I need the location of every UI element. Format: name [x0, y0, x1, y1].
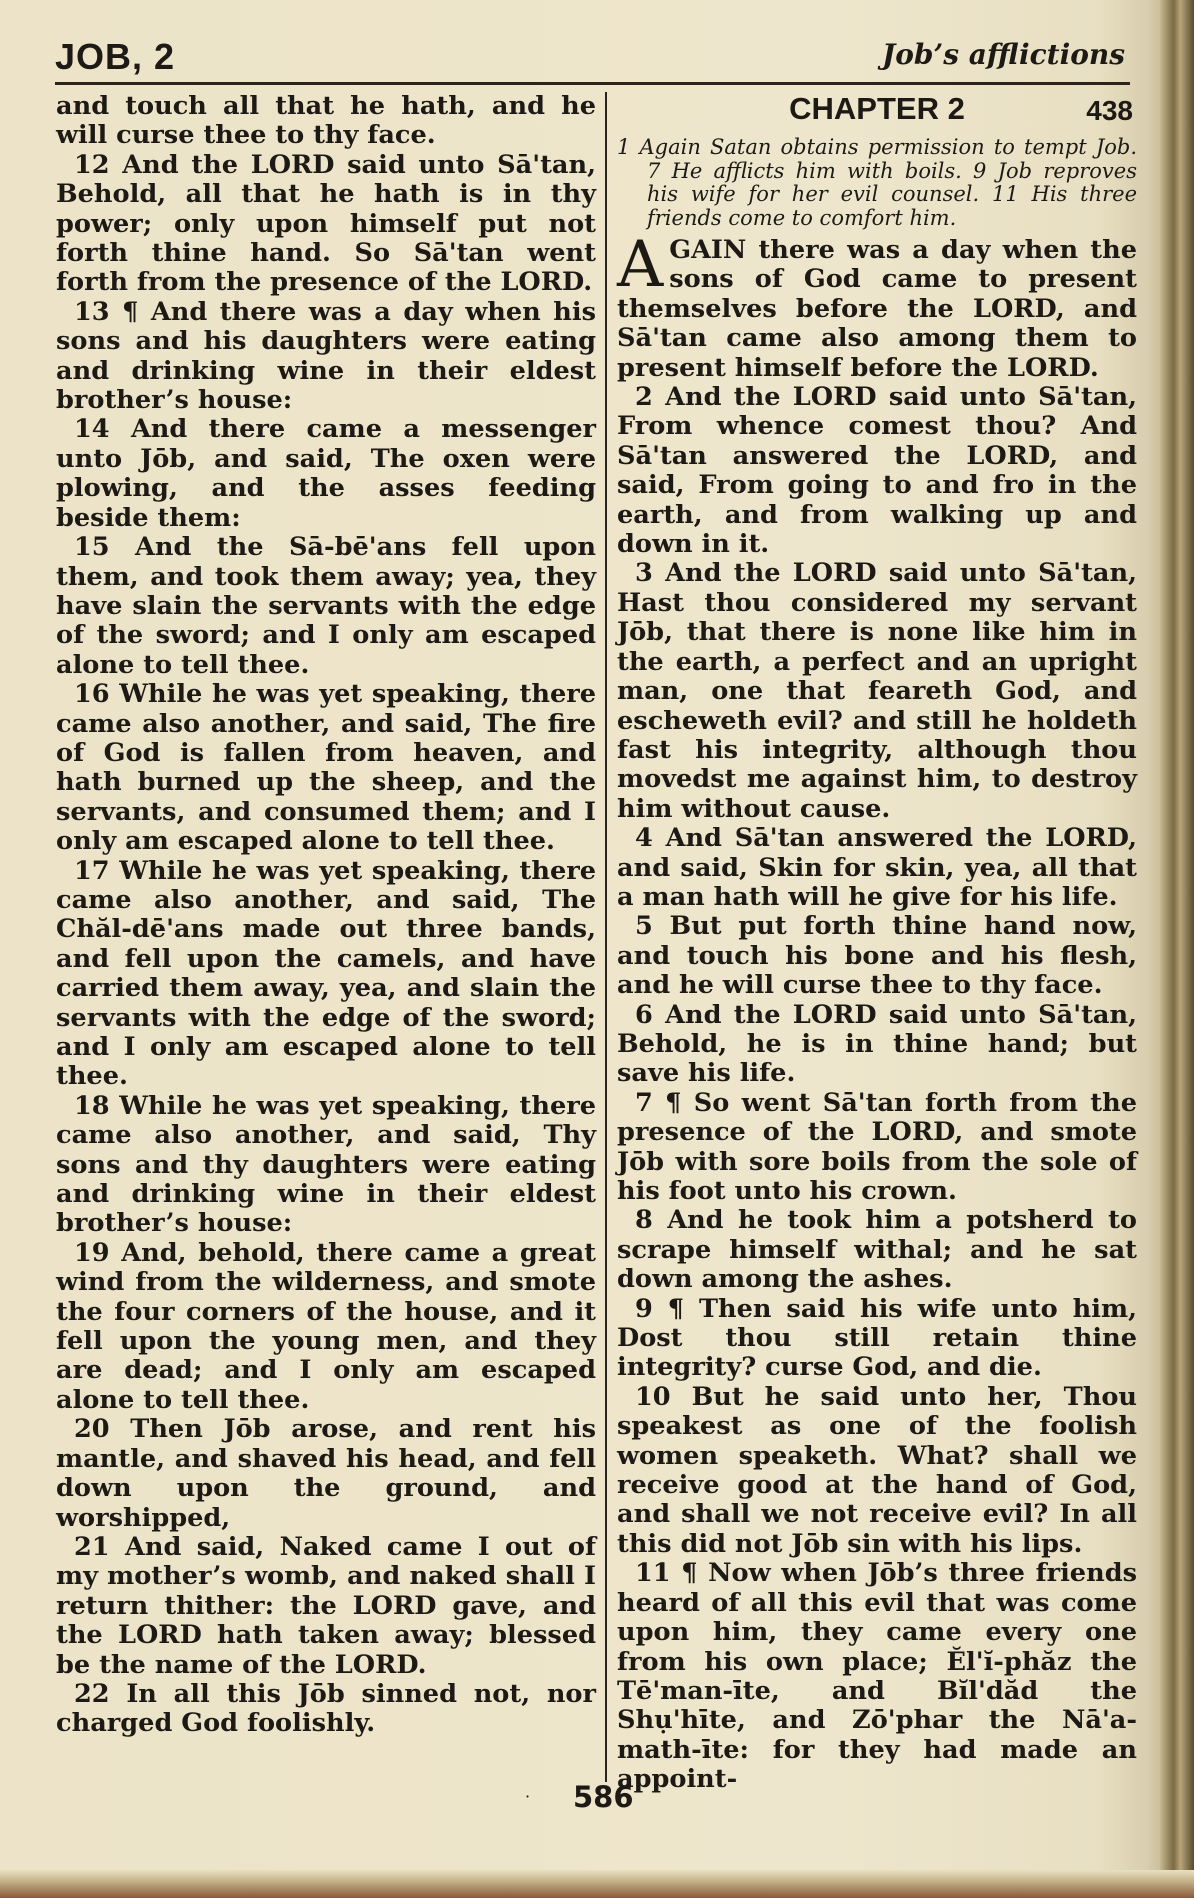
verse-20: 20 Then Jōb arose, and rent his mantle, and shaved his head, and fell down upon the ground, and worshipped, — [56, 1414, 596, 1533]
verse-7: 7 ¶ So went Sā'tan forth from the presence of the LORD, and smote Jōb with sore boils from the sole of his foot unto his crown. — [617, 1087, 1137, 1206]
verse-15: 15 And the Sā-bē'ans fell upon them, and took them away; yea, they have slain the servants with the edge of the sword; and I only am escaped alone to tell thee. — [56, 532, 596, 680]
verse-16: 16 While he was yet speaking, there came also another, and said, The fire of God is fallen from heaven, and hath burned up the sheep, and the servants, and consumed them; and I only am escaped alone to tell thee. — [56, 679, 596, 857]
chapter-heading — [617, 92, 1137, 132]
verse-13: 13 ¶ And there was a day when his sons and his daughters were eating and drinking wine in their eldest brother’s house: — [56, 296, 596, 416]
verse-3: 3 And the LORD said unto Sā'tan, Hast thou considered my servant Jōb, that there is none like him in the earth, a perfect and an upright man, one that feareth God, and escheweth evil? and still he holdeth fast his integrity, although thou movedst me against him, to destroy him without cause. — [617, 558, 1137, 824]
left-column — [56, 92, 596, 1739]
verse-18: 18 While he was yet speaking, there came also another, and said, Thy sons and thy daughters were eating and drinking wine in their eldest brother’s house: — [56, 1090, 596, 1239]
column-divider — [605, 92, 607, 1782]
page-bottom-edge — [0, 1870, 1194, 1898]
book-chapter-heading: JOB, 2 — [55, 36, 176, 77]
verse-4: 4 And Sā'tan answered the LORD, and said, Skin for skin, yea, all that a man hath will he give for his life. — [617, 823, 1137, 912]
verse-1-text: GAIN there was a day when the sons of God came to present themselves before the LORD, and Sā'tan came also among them to present himself before the LORD. — [617, 235, 1137, 383]
verse-22: 22 In all this Jōb sinned not, nor charged God foolishly. — [56, 1678, 596, 1739]
verse-5: 5 But put forth thine hand now, and touch his bone and his flesh, and he will curse thee to thy face. — [617, 911, 1137, 1001]
verse-14: 14 And there came a messenger unto Jōb, and said, The oxen were plowing, and the asses feeding beside them: — [56, 414, 596, 533]
right-column — [617, 92, 1137, 1795]
drop-cap: A — [617, 228, 664, 302]
chapter-title: CHAPTER 2 — [789, 91, 965, 126]
header-rule — [55, 82, 1130, 85]
verse-17: 17 While he was yet speaking, there came also another, and said, The Chăl-dē'ans made out three bands, and fell upon the camels, and have carried them away, yea, and slain the servants with the edge of the sword; and I only am escaped alone to tell thee. — [56, 855, 596, 1092]
verse-6: 6 And the LORD said unto Sā'tan, Behold, he is in thine hand; but save his life. — [617, 999, 1137, 1089]
verse-10: 10 But he said unto her, Thou speakest as one of the foolish women speaketh. What? shall we receive good at the hand of God, and shall we not receive evil? In all this did not Jōb sin with his lips. — [617, 1381, 1137, 1559]
verse-11: 11 ¶ Now when Jōb’s three friends heard of all this evil that was come upon him, they came every one from his own place; Ĕl'ĭ-phăz the Tē'man-īte, and Bĭl'dăd the Shụ'hīte, and Zō'phar the Nā'a-math-īte: for they had made an appoint- — [617, 1558, 1137, 1795]
verse-continuation: and touch all that he hath, and he will curse thee to thy face. — [56, 91, 596, 151]
running-head — [55, 30, 1125, 80]
section-topic-heading: Job’s afflictions — [881, 38, 1125, 71]
print-speck: · — [525, 1787, 531, 1806]
verse-1 — [617, 228, 1137, 383]
verse-12: 12 And the LORD said unto Sā'tan, Behold, all that he hath is in thy power; only upon himself put not forth thine hand. So Sā'tan went forth from the presence of the LORD. — [56, 149, 596, 298]
verse-21: 21 And said, Naked came I out of my mother’s womb, and naked shall I return thither: the LORD gave, and the LORD hath taken away; blessed be the name of the LORD. — [56, 1531, 596, 1680]
page-edge — [1160, 0, 1194, 1898]
page-number: 586 — [573, 1780, 634, 1814]
chapter-sequence-number: 438 — [1086, 95, 1133, 126]
chapter-summary: 1 Again Satan obtains permission to tempt Job. 7 He afflicts him with boils. 9 Job reproves his wife for her evil counsel. 11 His three friends come to comfort him. — [617, 135, 1137, 230]
verse-9: 9 ¶ Then said his wife unto him, Dost thou still retain thine integrity? curse God, and die. — [617, 1293, 1137, 1383]
verse-2: 2 And the LORD said unto Sā'tan, From whence comest thou? And Sā'tan answered the LORD, and said, From going to and fro in the earth, and from walking up and down in it. — [617, 382, 1137, 560]
verse-19: 19 And, behold, there came a great wind from the wilderness, and smote the four corners of the house, and it fell upon the young men, and they are dead; and I only am escaped alone to tell thee. — [56, 1237, 596, 1415]
verse-8: 8 And he took him a potsherd to scrape himself withal; and he sat down among the ashes. — [617, 1205, 1137, 1295]
